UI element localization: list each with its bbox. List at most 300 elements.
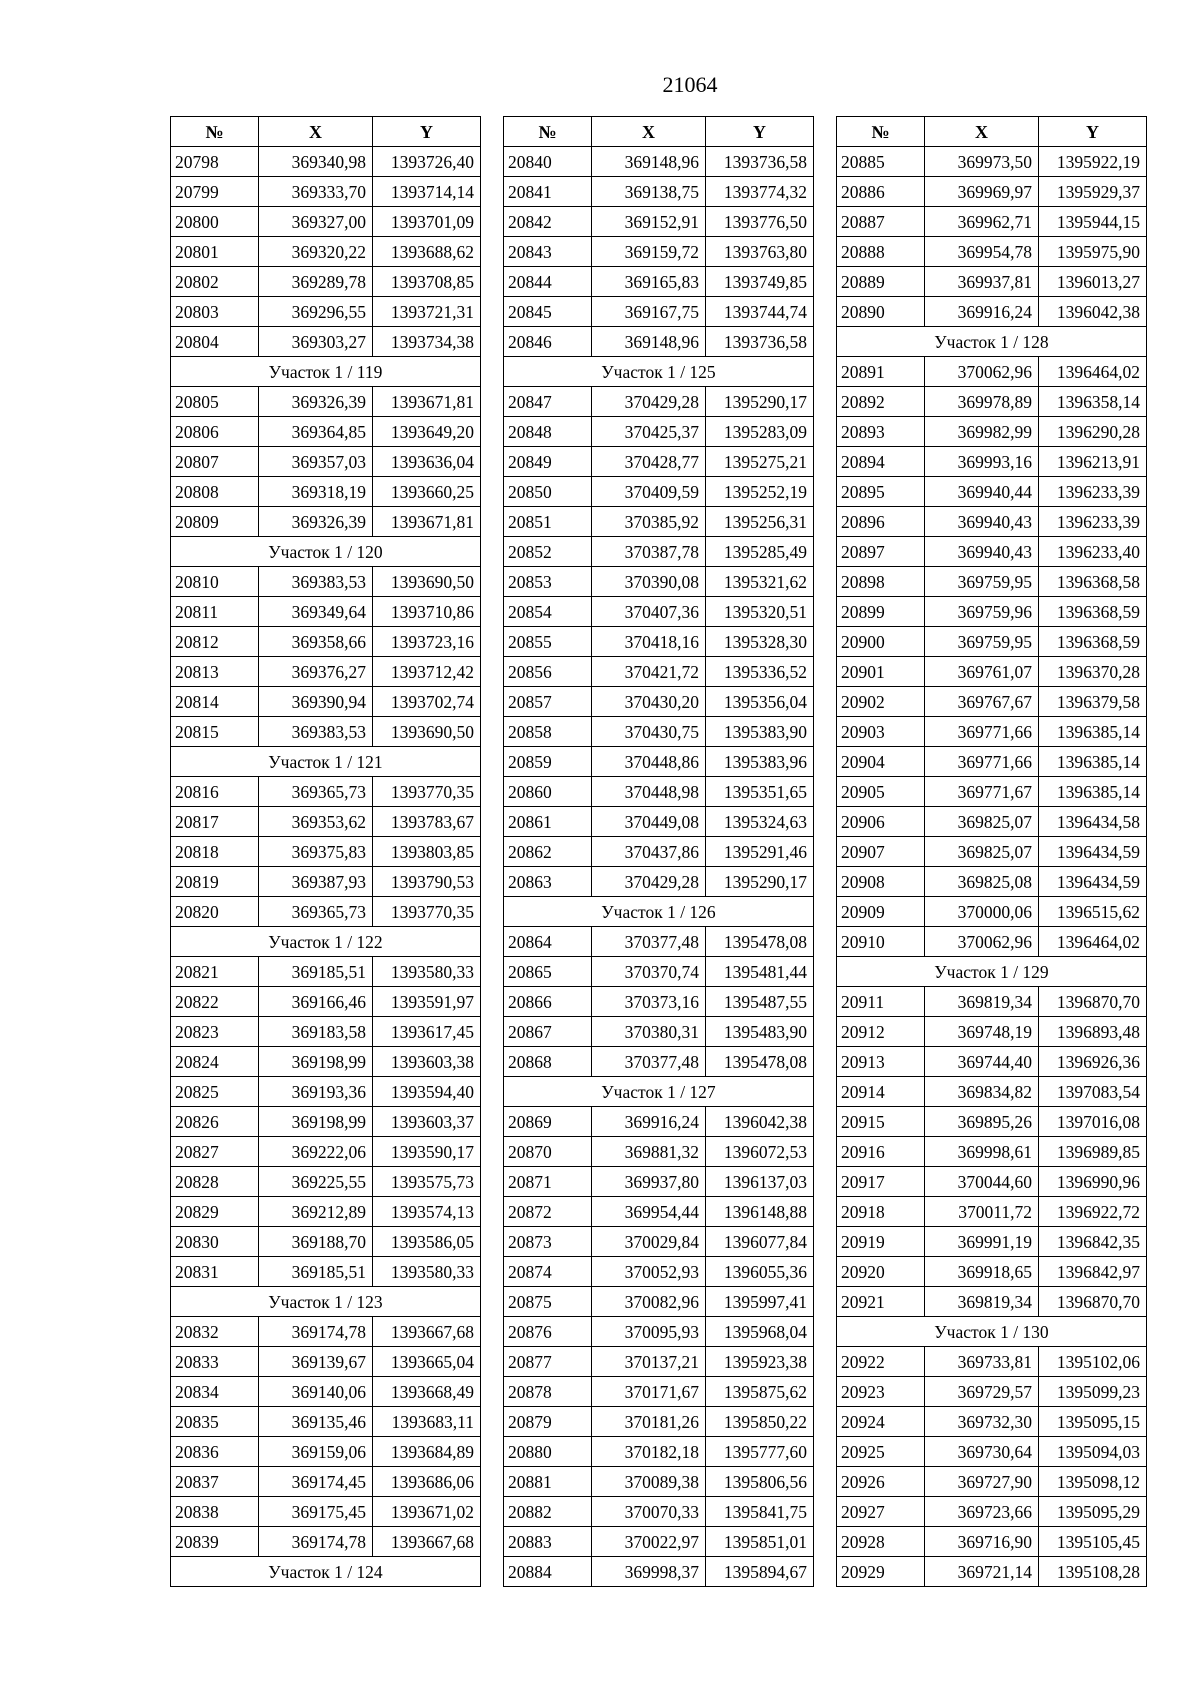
x-value: 369916,24 — [592, 1107, 706, 1137]
point-number: 20916 — [837, 1137, 925, 1167]
table-row — [837, 1197, 1147, 1227]
y-value: 1393671,81 — [373, 387, 481, 417]
table-row — [504, 1227, 814, 1257]
table-row — [504, 927, 814, 957]
x-value: 369937,80 — [592, 1167, 706, 1197]
table-row — [171, 1197, 481, 1227]
y-value: 1393736,58 — [706, 327, 814, 357]
header-number: № — [837, 117, 925, 147]
table-row — [171, 1407, 481, 1437]
point-number: 20821 — [171, 957, 259, 987]
y-value: 1393714,14 — [373, 177, 481, 207]
x-value: 369744,40 — [925, 1047, 1039, 1077]
x-value: 370089,38 — [592, 1467, 706, 1497]
y-value: 1393668,49 — [373, 1377, 481, 1407]
section-row — [171, 1557, 481, 1587]
point-number: 20799 — [171, 177, 259, 207]
table-row — [504, 1047, 814, 1077]
table-row — [504, 147, 814, 177]
x-value: 369165,83 — [592, 267, 706, 297]
table-row — [504, 327, 814, 357]
table-row — [171, 507, 481, 537]
table-row — [171, 177, 481, 207]
y-value: 1396515,62 — [1039, 897, 1147, 927]
point-number: 20827 — [171, 1137, 259, 1167]
section-label: Участок 1 / 129 — [837, 957, 1147, 987]
table-row — [837, 1137, 1147, 1167]
x-value: 369326,39 — [259, 387, 373, 417]
x-value: 369716,90 — [925, 1527, 1039, 1557]
y-value: 1393688,62 — [373, 237, 481, 267]
y-value: 1396290,28 — [1039, 417, 1147, 447]
table-row — [504, 867, 814, 897]
x-value: 369198,99 — [259, 1107, 373, 1137]
x-value: 370370,74 — [592, 957, 706, 987]
y-value: 1395487,55 — [706, 987, 814, 1017]
y-value: 1395321,62 — [706, 567, 814, 597]
table-row — [837, 987, 1147, 1017]
point-number: 20822 — [171, 987, 259, 1017]
point-number: 20804 — [171, 327, 259, 357]
x-value: 369954,78 — [925, 237, 1039, 267]
y-value: 1396385,14 — [1039, 747, 1147, 777]
section-row — [504, 1077, 814, 1107]
x-value: 369771,66 — [925, 717, 1039, 747]
point-number: 20852 — [504, 537, 592, 567]
y-value: 1395290,17 — [706, 867, 814, 897]
y-value: 1395094,03 — [1039, 1437, 1147, 1467]
table-row — [837, 1437, 1147, 1467]
x-value: 370385,92 — [592, 507, 706, 537]
y-value: 1397016,08 — [1039, 1107, 1147, 1137]
x-value: 369340,98 — [259, 147, 373, 177]
y-value: 1393790,53 — [373, 867, 481, 897]
y-value: 1395095,29 — [1039, 1497, 1147, 1527]
point-number: 20842 — [504, 207, 592, 237]
table-row — [171, 387, 481, 417]
table-row — [504, 1347, 814, 1377]
x-value: 369327,00 — [259, 207, 373, 237]
point-number: 20928 — [837, 1527, 925, 1557]
point-number: 20913 — [837, 1047, 925, 1077]
x-value: 369895,26 — [925, 1107, 1039, 1137]
table-row — [504, 567, 814, 597]
point-number: 20835 — [171, 1407, 259, 1437]
x-value: 369140,06 — [259, 1377, 373, 1407]
y-value: 1395483,90 — [706, 1017, 814, 1047]
y-value: 1395324,63 — [706, 807, 814, 837]
y-value: 1393744,74 — [706, 297, 814, 327]
y-value: 1393749,85 — [706, 267, 814, 297]
table-row — [837, 837, 1147, 867]
x-value: 369138,75 — [592, 177, 706, 207]
x-value: 369940,43 — [925, 507, 1039, 537]
table-row — [504, 207, 814, 237]
x-value: 369721,14 — [925, 1557, 1039, 1587]
x-value: 369303,27 — [259, 327, 373, 357]
y-value: 1396385,14 — [1039, 717, 1147, 747]
y-value: 1393770,35 — [373, 777, 481, 807]
point-number: 20846 — [504, 327, 592, 357]
x-value: 370425,37 — [592, 417, 706, 447]
x-value: 369225,55 — [259, 1167, 373, 1197]
y-value: 1395383,90 — [706, 717, 814, 747]
x-value: 369761,07 — [925, 657, 1039, 687]
y-value: 1393603,38 — [373, 1047, 481, 1077]
x-value: 369198,99 — [259, 1047, 373, 1077]
y-value: 1396042,38 — [706, 1107, 814, 1137]
point-number: 20879 — [504, 1407, 592, 1437]
y-value: 1396233,39 — [1039, 477, 1147, 507]
x-value: 370429,28 — [592, 867, 706, 897]
y-value: 1396042,38 — [1039, 297, 1147, 327]
table-row — [171, 567, 481, 597]
x-value: 370390,08 — [592, 567, 706, 597]
table-row — [171, 867, 481, 897]
point-number: 20897 — [837, 537, 925, 567]
point-number: 20912 — [837, 1017, 925, 1047]
x-value: 369183,58 — [259, 1017, 373, 1047]
point-number: 20903 — [837, 717, 925, 747]
table-row — [837, 1047, 1147, 1077]
table-row — [837, 1347, 1147, 1377]
point-number: 20914 — [837, 1077, 925, 1107]
table-row — [837, 1497, 1147, 1527]
x-value: 370407,36 — [592, 597, 706, 627]
point-number: 20868 — [504, 1047, 592, 1077]
y-value: 1395806,56 — [706, 1467, 814, 1497]
table-row — [837, 477, 1147, 507]
y-value: 1393701,09 — [373, 207, 481, 237]
table-row — [504, 1467, 814, 1497]
y-value: 1396055,36 — [706, 1257, 814, 1287]
table-row — [837, 897, 1147, 927]
table-row — [504, 297, 814, 327]
table-row — [171, 777, 481, 807]
y-value: 1396870,70 — [1039, 987, 1147, 1017]
x-value: 369148,96 — [592, 327, 706, 357]
table-row — [171, 1227, 481, 1257]
x-value: 369998,61 — [925, 1137, 1039, 1167]
table-row — [504, 1287, 814, 1317]
x-value: 370011,72 — [925, 1197, 1039, 1227]
y-value: 1395356,04 — [706, 687, 814, 717]
x-value: 370428,77 — [592, 447, 706, 477]
header-row — [837, 117, 1147, 147]
x-value: 369881,32 — [592, 1137, 706, 1167]
y-value: 1393660,25 — [373, 477, 481, 507]
y-value: 1396233,40 — [1039, 537, 1147, 567]
point-number: 20809 — [171, 507, 259, 537]
y-value: 1396368,59 — [1039, 597, 1147, 627]
section-row — [171, 1287, 481, 1317]
x-value: 369175,45 — [259, 1497, 373, 1527]
table-row — [504, 1377, 814, 1407]
y-value: 1397083,54 — [1039, 1077, 1147, 1107]
point-number: 20871 — [504, 1167, 592, 1197]
table-row — [837, 267, 1147, 297]
table-row — [837, 747, 1147, 777]
point-number: 20854 — [504, 597, 592, 627]
x-value: 370181,26 — [592, 1407, 706, 1437]
table-row — [171, 957, 481, 987]
x-value: 369174,45 — [259, 1467, 373, 1497]
y-value: 1396233,39 — [1039, 507, 1147, 537]
x-value: 369918,65 — [925, 1257, 1039, 1287]
point-number: 20886 — [837, 177, 925, 207]
table-row — [504, 477, 814, 507]
x-value: 370430,20 — [592, 687, 706, 717]
y-value: 1393586,05 — [373, 1227, 481, 1257]
point-number: 20894 — [837, 447, 925, 477]
point-number: 20856 — [504, 657, 592, 687]
y-value: 1395997,41 — [706, 1287, 814, 1317]
header-row — [504, 117, 814, 147]
table-row — [504, 687, 814, 717]
x-value: 370418,16 — [592, 627, 706, 657]
point-number: 20915 — [837, 1107, 925, 1137]
section-label: Участок 1 / 128 — [837, 327, 1147, 357]
x-value: 369167,75 — [592, 297, 706, 327]
point-number: 20823 — [171, 1017, 259, 1047]
point-number: 20862 — [504, 837, 592, 867]
point-number: 20811 — [171, 597, 259, 627]
table-row — [171, 897, 481, 927]
point-number: 20867 — [504, 1017, 592, 1047]
table-row — [504, 447, 814, 477]
y-value: 1396434,59 — [1039, 867, 1147, 897]
y-value: 1396077,84 — [706, 1227, 814, 1257]
y-value: 1396213,91 — [1039, 447, 1147, 477]
table-row — [504, 1557, 814, 1587]
y-value: 1393580,33 — [373, 1257, 481, 1287]
x-value: 369383,53 — [259, 567, 373, 597]
table-row — [837, 1527, 1147, 1557]
point-number: 20848 — [504, 417, 592, 447]
x-value: 369320,22 — [259, 237, 373, 267]
y-value: 1396434,59 — [1039, 837, 1147, 867]
table-row — [171, 477, 481, 507]
x-value: 369212,89 — [259, 1197, 373, 1227]
table-row — [837, 297, 1147, 327]
y-value: 1395894,67 — [706, 1557, 814, 1587]
page-number: 21064 — [662, 72, 718, 97]
y-value: 1395320,51 — [706, 597, 814, 627]
header-row — [171, 117, 481, 147]
x-value: 370044,60 — [925, 1167, 1039, 1197]
table-row — [504, 807, 814, 837]
x-value: 369174,78 — [259, 1317, 373, 1347]
y-value: 1395252,19 — [706, 477, 814, 507]
point-number: 20805 — [171, 387, 259, 417]
x-value: 369998,37 — [592, 1557, 706, 1587]
header-number: № — [171, 117, 259, 147]
section-label: Участок 1 / 130 — [837, 1317, 1147, 1347]
x-value: 370377,48 — [592, 927, 706, 957]
point-number: 20908 — [837, 867, 925, 897]
table-row — [171, 657, 481, 687]
point-number: 20891 — [837, 357, 925, 387]
point-number: 20829 — [171, 1197, 259, 1227]
point-number: 20832 — [171, 1317, 259, 1347]
section-label: Участок 1 / 123 — [171, 1287, 481, 1317]
table-row — [837, 147, 1147, 177]
x-value: 369982,99 — [925, 417, 1039, 447]
y-value: 1393683,11 — [373, 1407, 481, 1437]
x-value: 369139,67 — [259, 1347, 373, 1377]
y-value: 1395275,21 — [706, 447, 814, 477]
table-row — [504, 1197, 814, 1227]
table-row — [171, 1527, 481, 1557]
point-number: 20858 — [504, 717, 592, 747]
y-value: 1395875,62 — [706, 1377, 814, 1407]
x-value: 369733,81 — [925, 1347, 1039, 1377]
point-number: 20836 — [171, 1437, 259, 1467]
y-value: 1393710,86 — [373, 597, 481, 627]
table-row — [504, 627, 814, 657]
table-row — [171, 1167, 481, 1197]
x-value: 369993,16 — [925, 447, 1039, 477]
table-row — [504, 177, 814, 207]
y-value: 1393649,20 — [373, 417, 481, 447]
y-value: 1395108,28 — [1039, 1557, 1147, 1587]
point-number: 20888 — [837, 237, 925, 267]
point-number: 20901 — [837, 657, 925, 687]
x-value: 369383,53 — [259, 717, 373, 747]
point-number: 20910 — [837, 927, 925, 957]
x-value: 369767,67 — [925, 687, 1039, 717]
table-row — [171, 327, 481, 357]
point-number: 20919 — [837, 1227, 925, 1257]
x-value: 369376,27 — [259, 657, 373, 687]
section-label: Участок 1 / 124 — [171, 1557, 481, 1587]
point-number: 20921 — [837, 1287, 925, 1317]
header-y: Y — [706, 117, 814, 147]
table-row — [171, 837, 481, 867]
y-value: 1395923,38 — [706, 1347, 814, 1377]
x-value: 369940,43 — [925, 537, 1039, 567]
table-row — [504, 1017, 814, 1047]
point-number: 20838 — [171, 1497, 259, 1527]
table-row — [504, 387, 814, 417]
point-number: 20902 — [837, 687, 925, 717]
x-value: 370380,31 — [592, 1017, 706, 1047]
y-value: 1393686,06 — [373, 1467, 481, 1497]
table-row — [837, 657, 1147, 687]
x-value: 369365,73 — [259, 777, 373, 807]
y-value: 1396013,27 — [1039, 267, 1147, 297]
table-row — [837, 417, 1147, 447]
point-number: 20810 — [171, 567, 259, 597]
y-value: 1395328,30 — [706, 627, 814, 657]
table-row — [504, 957, 814, 987]
point-number: 20884 — [504, 1557, 592, 1587]
y-value: 1393702,74 — [373, 687, 481, 717]
y-value: 1395383,96 — [706, 747, 814, 777]
x-value: 369185,51 — [259, 1257, 373, 1287]
section-label: Участок 1 / 120 — [171, 537, 481, 567]
table-row — [837, 357, 1147, 387]
table-row — [504, 417, 814, 447]
x-value: 370429,28 — [592, 387, 706, 417]
y-value: 1393723,16 — [373, 627, 481, 657]
x-value: 370029,84 — [592, 1227, 706, 1257]
point-number: 20833 — [171, 1347, 259, 1377]
point-number: 20850 — [504, 477, 592, 507]
y-value: 1395478,08 — [706, 927, 814, 957]
y-value: 1393594,40 — [373, 1077, 481, 1107]
y-value: 1393690,50 — [373, 567, 481, 597]
table-row — [837, 537, 1147, 567]
table-row — [171, 1017, 481, 1047]
point-number: 20857 — [504, 687, 592, 717]
x-value: 370387,78 — [592, 537, 706, 567]
coordinates-table-left — [170, 116, 481, 1587]
point-number: 20893 — [837, 417, 925, 447]
x-value: 369159,72 — [592, 237, 706, 267]
table-row — [171, 1467, 481, 1497]
y-value: 1393721,31 — [373, 297, 481, 327]
x-value: 370437,86 — [592, 837, 706, 867]
table-row — [504, 1497, 814, 1527]
y-value: 1395481,44 — [706, 957, 814, 987]
y-value: 1396926,36 — [1039, 1047, 1147, 1077]
x-value: 369358,66 — [259, 627, 373, 657]
point-number: 20847 — [504, 387, 592, 417]
header-y: Y — [1039, 117, 1147, 147]
point-number: 20924 — [837, 1407, 925, 1437]
point-number: 20826 — [171, 1107, 259, 1137]
x-value: 369825,08 — [925, 867, 1039, 897]
section-row — [837, 957, 1147, 987]
table-row — [504, 747, 814, 777]
table-row — [837, 807, 1147, 837]
table-row — [504, 657, 814, 687]
y-value: 1393736,58 — [706, 147, 814, 177]
y-value: 1396370,28 — [1039, 657, 1147, 687]
point-number: 20920 — [837, 1257, 925, 1287]
point-number: 20834 — [171, 1377, 259, 1407]
y-value: 1393575,73 — [373, 1167, 481, 1197]
x-value: 370070,33 — [592, 1497, 706, 1527]
point-number: 20874 — [504, 1257, 592, 1287]
point-number: 20849 — [504, 447, 592, 477]
point-number: 20808 — [171, 477, 259, 507]
section-label: Участок 1 / 121 — [171, 747, 481, 777]
y-value: 1393708,85 — [373, 267, 481, 297]
table-row — [171, 627, 481, 657]
y-value: 1393667,68 — [373, 1317, 481, 1347]
table-row — [171, 297, 481, 327]
y-value: 1393803,85 — [373, 837, 481, 867]
point-number: 20881 — [504, 1467, 592, 1497]
coordinates-table-right — [836, 116, 1147, 1587]
x-value: 369387,93 — [259, 867, 373, 897]
y-value: 1395851,01 — [706, 1527, 814, 1557]
point-number: 20873 — [504, 1227, 592, 1257]
point-number: 20825 — [171, 1077, 259, 1107]
x-value: 369152,91 — [592, 207, 706, 237]
x-value: 369390,94 — [259, 687, 373, 717]
x-value: 369973,50 — [925, 147, 1039, 177]
section-label: Участок 1 / 126 — [504, 897, 814, 927]
table-row — [837, 207, 1147, 237]
table-row — [171, 237, 481, 267]
section-label: Участок 1 / 127 — [504, 1077, 814, 1107]
point-number: 20841 — [504, 177, 592, 207]
y-value: 1396842,35 — [1039, 1227, 1147, 1257]
point-number: 20817 — [171, 807, 259, 837]
